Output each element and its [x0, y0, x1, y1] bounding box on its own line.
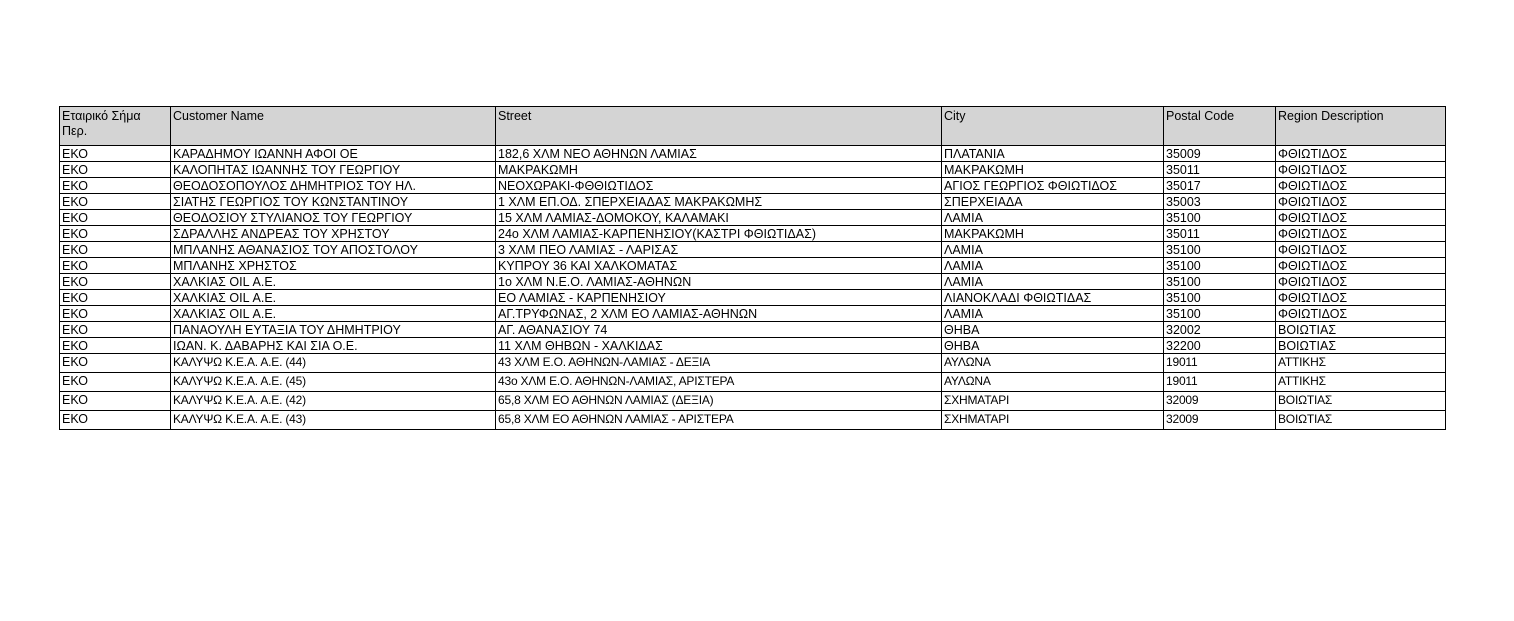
cell-brand: ΕΚΟ [60, 322, 171, 338]
cell-brand: ΕΚΟ [60, 290, 171, 306]
cell-region: ΦΘΙΩΤΙΔΟΣ [1276, 194, 1446, 210]
cell-street: 11 ΧΛΜ ΘΗΒΩΝ - ΧΑΛΚΙΔΑΣ [496, 338, 942, 354]
cell-street: ΑΓ.ΤΡΥΦΩΝΑΣ, 2 ΧΛΜ ΕΟ ΛΑΜΙΑΣ-ΑΘΗΝΩΝ [496, 306, 942, 322]
table-row [60, 354, 1446, 373]
cell-brand: ΕΚΟ [60, 194, 171, 210]
cell-region: ΒΟΙΩΤΙΑΣ [1276, 338, 1446, 354]
cell-postal-code: 32002 [1164, 322, 1276, 338]
cell-region: ΦΘΙΩΤΙΔΟΣ [1276, 290, 1446, 306]
cell-brand: ΕΚΟ [60, 178, 171, 194]
table-row [60, 306, 1446, 322]
cell-street: 65,8 ΧΛΜ ΕΟ ΑΘΗΝΩΝ ΛΑΜΙΑΣ (ΔΕΞΙΑ) [496, 392, 942, 411]
cell-customer-name: ΚΑΡΑΔΗΜΟΥ ΙΩΑΝΝΗ ΑΦΟΙ ΟΕ [171, 146, 496, 162]
cell-customer-name: ΚΑΛΥΨΩ Κ.Ε.Α. Α.Ε. (44) [171, 354, 496, 373]
cell-brand: ΕΚΟ [60, 274, 171, 290]
cell-city: ΘΗΒΑ [942, 338, 1164, 354]
cell-brand: ΕΚΟ [60, 162, 171, 178]
cell-brand: ΕΚΟ [60, 146, 171, 162]
cell-brand: ΕΚΟ [60, 242, 171, 258]
cell-customer-name: ΣΔΡΑΛΛΗΣ ΑΝΔΡΕΑΣ ΤΟΥ ΧΡΗΣΤΟΥ [171, 226, 496, 242]
cell-postal-code: 35100 [1164, 274, 1276, 290]
cell-brand: ΕΚΟ [60, 411, 171, 430]
cell-customer-name: ΧΑΛΚΙΑΣ OIL Α.Ε. [171, 274, 496, 290]
cell-city: ΛΑΜΙΑ [942, 306, 1164, 322]
cell-customer-name: ΚΑΛΥΨΩ Κ.Ε.Α. Α.Ε. (45) [171, 373, 496, 392]
cell-city: ΣΧΗΜΑΤΑΡΙ [942, 411, 1164, 430]
cell-customer-name: ΧΑΛΚΙΑΣ OIL Α.Ε. [171, 290, 496, 306]
cell-city: ΠΛΑΤΑΝΙΑ [942, 146, 1164, 162]
cell-city: ΛΑΜΙΑ [942, 258, 1164, 274]
cell-customer-name: ΠΑΝΑΟΥΛΗ ΕΥΤΑΞΙΑ ΤΟΥ ΔΗΜΗΤΡΙΟΥ [171, 322, 496, 338]
cell-street: ΕΟ ΛΑΜΙΑΣ - ΚΑΡΠΕΝΗΣΙΟΥ [496, 290, 942, 306]
cell-street: 65,8 ΧΛΜ ΕΟ ΑΘΗΝΩΝ ΛΑΜΙΑΣ - ΑΡΙΣΤΕΡΑ [496, 411, 942, 430]
header-customer-name: Customer Name [171, 107, 496, 146]
cell-postal-code: 19011 [1164, 354, 1276, 373]
table-row [60, 210, 1446, 226]
cell-postal-code: 35017 [1164, 178, 1276, 194]
cell-brand: ΕΚΟ [60, 226, 171, 242]
table-row [60, 392, 1446, 411]
cell-region: ΦΘΙΩΤΙΔΟΣ [1276, 306, 1446, 322]
cell-postal-code: 35011 [1164, 226, 1276, 242]
cell-region: ΦΘΙΩΤΙΔΟΣ [1276, 210, 1446, 226]
cell-customer-name: ΚΑΛΥΨΩ Κ.Ε.Α. Α.Ε. (42) [171, 392, 496, 411]
cell-street: 182,6 ΧΛΜ ΝΕΟ ΑΘΗΝΩΝ ΛΑΜΙΑΣ [496, 146, 942, 162]
cell-postal-code: 35100 [1164, 258, 1276, 274]
table-row [60, 146, 1446, 162]
table-body [60, 146, 1446, 430]
cell-city: ΣΧΗΜΑΤΑΡΙ [942, 392, 1164, 411]
cell-customer-name: ΣΙΑΤΗΣ ΓΕΩΡΓΙΟΣ ΤΟΥ ΚΩΝΣΤΑΝΤΙΝΟΥ [171, 194, 496, 210]
cell-region: ΑΤΤΙΚΗΣ [1276, 373, 1446, 392]
cell-city: ΘΗΒΑ [942, 322, 1164, 338]
cell-region: ΦΘΙΩΤΙΔΟΣ [1276, 146, 1446, 162]
cell-brand: ΕΚΟ [60, 392, 171, 411]
cell-street: ΑΓ. ΑΘΑΝΑΣΙΟΥ 74 [496, 322, 942, 338]
cell-city: ΛΑΜΙΑ [942, 274, 1164, 290]
table-row [60, 242, 1446, 258]
cell-city: ΛΙΑΝΟΚΛΑΔΙ ΦΘΙΩΤΙΔΑΣ [942, 290, 1164, 306]
cell-brand: ΕΚΟ [60, 258, 171, 274]
header-city: City [942, 107, 1164, 146]
cell-region: ΒΟΙΩΤΙΑΣ [1276, 322, 1446, 338]
table-row [60, 290, 1446, 306]
header-postal-code: Postal Code [1164, 107, 1276, 146]
cell-postal-code: 32200 [1164, 338, 1276, 354]
cell-street: 43 ΧΛΜ Ε.Ο. ΑΘΗΝΩΝ-ΛΑΜΙΑΣ - ΔΕΞΙΑ [496, 354, 942, 373]
cell-postal-code: 35100 [1164, 306, 1276, 322]
cell-city: ΜΑΚΡΑΚΩΜΗ [942, 162, 1164, 178]
header-row [60, 107, 1446, 146]
cell-postal-code: 35100 [1164, 290, 1276, 306]
table-row [60, 178, 1446, 194]
cell-street: 1 ΧΛΜ ΕΠ.ΟΔ. ΣΠΕΡΧΕΙΑΔΑΣ ΜΑΚΡΑΚΩΜΗΣ [496, 194, 942, 210]
cell-city: ΑΓΙΟΣ ΓΕΩΡΓΙΟΣ ΦΘΙΩΤΙΔΟΣ [942, 178, 1164, 194]
table-row [60, 373, 1446, 392]
cell-customer-name: ΘΕΟΔΟΣΟΠΟΥΛΟΣ ΔΗΜΗΤΡΙΟΣ ΤΟΥ ΗΛ. [171, 178, 496, 194]
cell-postal-code: 35003 [1164, 194, 1276, 210]
table-row [60, 274, 1446, 290]
cell-brand: ΕΚΟ [60, 373, 171, 392]
cell-street: 43ο ΧΛΜ Ε.Ο. ΑΘΗΝΩΝ-ΛΑΜΙΑΣ, ΑΡΙΣΤΕΡΑ [496, 373, 942, 392]
cell-customer-name: ΜΠΛΑΝΗΣ ΧΡΗΣΤΟΣ [171, 258, 496, 274]
cell-postal-code: 32009 [1164, 411, 1276, 430]
cell-brand: ΕΚΟ [60, 354, 171, 373]
cell-street: ΝΕΟΧΩΡΑΚΙ-ΦΘΘΙΩΤΙΔΟΣ [496, 178, 942, 194]
cell-customer-name: ΧΑΛΚΙΑΣ OIL Α.Ε. [171, 306, 496, 322]
cell-brand: ΕΚΟ [60, 338, 171, 354]
cell-customer-name: ΘΕΟΔΟΣΙΟΥ ΣΤΥΛΙΑΝΟΣ ΤΟΥ ΓΕΩΡΓΙΟΥ [171, 210, 496, 226]
cell-brand: ΕΚΟ [60, 210, 171, 226]
cell-region: ΒΟΙΩΤΙΑΣ [1276, 392, 1446, 411]
cell-street: 1ο ΧΛΜ Ν.Ε.Ο. ΛΑΜΙΑΣ-ΑΘΗΝΩΝ [496, 274, 942, 290]
cell-customer-name: ΚΑΛΥΨΩ Κ.Ε.Α. Α.Ε. (43) [171, 411, 496, 430]
cell-customer-name: ΚΑΛΟΠΗΤΑΣ ΙΩΑΝΝΗΣ ΤΟΥ ΓΕΩΡΓΙΟΥ [171, 162, 496, 178]
header-brand: Εταιρικό Σήμα Περ. [60, 107, 171, 146]
cell-city: ΑΥΛΩΝΑ [942, 354, 1164, 373]
cell-street: ΜΑΚΡΑΚΩΜΗ [496, 162, 942, 178]
table-row [60, 411, 1446, 430]
cell-region: ΑΤΤΙΚΗΣ [1276, 354, 1446, 373]
cell-street: ΚΥΠΡΟΥ 36 ΚΑΙ ΧΑΛΚΟΜΑΤΑΣ [496, 258, 942, 274]
cell-region: ΒΟΙΩΤΙΑΣ [1276, 411, 1446, 430]
table-row [60, 338, 1446, 354]
header-region: Region Description [1276, 107, 1446, 146]
cell-region: ΦΘΙΩΤΙΔΟΣ [1276, 162, 1446, 178]
cell-city: ΣΠΕΡΧΕΙΑΔΑ [942, 194, 1164, 210]
table-row [60, 194, 1446, 210]
cell-region: ΦΘΙΩΤΙΔΟΣ [1276, 258, 1446, 274]
table-row [60, 258, 1446, 274]
table-header [60, 107, 1446, 146]
cell-region: ΦΘΙΩΤΙΔΟΣ [1276, 178, 1446, 194]
cell-city: ΛΑΜΙΑ [942, 210, 1164, 226]
cell-postal-code: 19011 [1164, 373, 1276, 392]
cell-postal-code: 35100 [1164, 210, 1276, 226]
cell-postal-code: 35011 [1164, 162, 1276, 178]
table-row [60, 322, 1446, 338]
cell-postal-code: 35009 [1164, 146, 1276, 162]
cell-region: ΦΘΙΩΤΙΔΟΣ [1276, 274, 1446, 290]
cell-postal-code: 35100 [1164, 242, 1276, 258]
cell-street: 15 ΧΛΜ ΛΑΜΙΑΣ-ΔΟΜΟΚΟΥ, ΚΑΛΑΜΑΚΙ [496, 210, 942, 226]
cell-city: ΛΑΜΙΑ [942, 242, 1164, 258]
cell-city: ΜΑΚΡΑΚΩΜΗ [942, 226, 1164, 242]
table-row [60, 162, 1446, 178]
cell-postal-code: 32009 [1164, 392, 1276, 411]
cell-brand: ΕΚΟ [60, 306, 171, 322]
header-street: Street [496, 107, 942, 146]
cell-customer-name: ΜΠΛΑΝΗΣ ΑΘΑΝΑΣΙΟΣ ΤΟΥ ΑΠΟΣΤΟΛΟΥ [171, 242, 496, 258]
table-row [60, 226, 1446, 242]
cell-region: ΦΘΙΩΤΙΔΟΣ [1276, 226, 1446, 242]
cell-street: 24ο ΧΛΜ ΛΑΜΙΑΣ-ΚΑΡΠΕΝΗΣΙΟΥ(ΚΑΣΤΡΙ ΦΘΙΩΤΙΔΑΣ) [496, 226, 942, 242]
cell-street: 3 ΧΛΜ ΠΕΟ ΛΑΜΙΑΣ - ΛΑΡΙΣΑΣ [496, 242, 942, 258]
cell-region: ΦΘΙΩΤΙΔΟΣ [1276, 242, 1446, 258]
cell-customer-name: ΙΩΑΝ. Κ. ΔΑΒΑΡΗΣ ΚΑΙ ΣΙΑ Ο.Ε. [171, 338, 496, 354]
customer-table [59, 106, 1446, 430]
cell-city: ΑΥΛΩΝΑ [942, 373, 1164, 392]
